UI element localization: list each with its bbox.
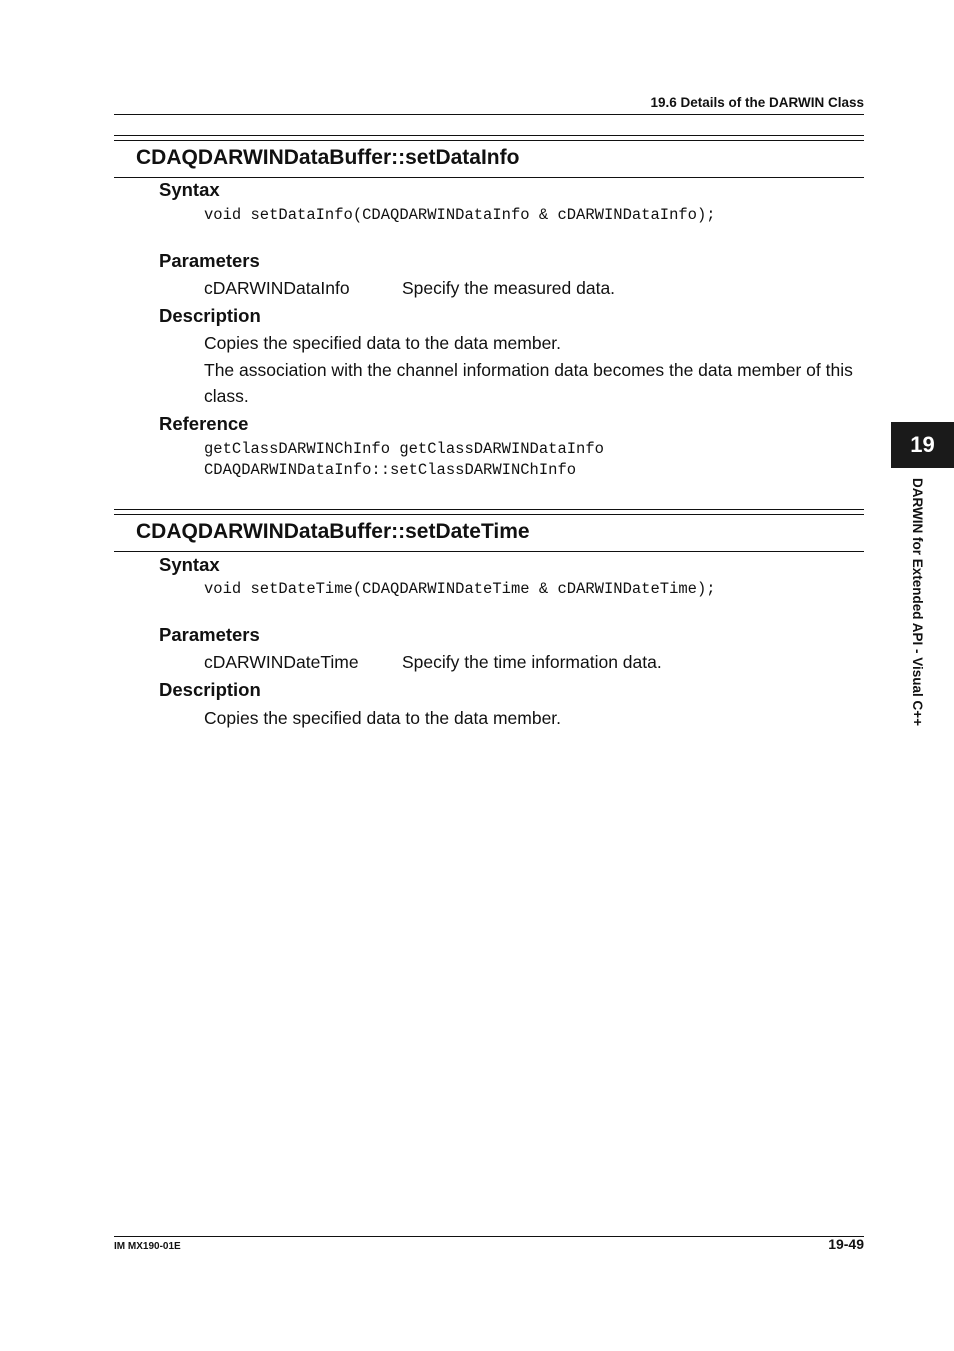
description-line: Copies the specified data to the data member. (204, 333, 562, 353)
description-heading: Description (159, 679, 261, 700)
section-title: CDAQDARWINDataBuffer::setDateTime (136, 520, 530, 543)
param-description: Specify the measured data. (402, 278, 616, 298)
param-description: Specify the time information data. (402, 652, 662, 672)
syntax-code: void setDateTime(CDAQDARWINDateTime & cDARWINDateTime); (204, 580, 716, 598)
section-rule-top-inner (114, 514, 864, 515)
section-title: CDAQDARWINDataBuffer::setDataInfo (136, 146, 520, 169)
syntax-heading: Syntax (159, 554, 220, 575)
reference-heading: Reference (159, 413, 249, 434)
reference-line: CDAQDARWINDataInfo::setClassDARWINChInfo (204, 461, 577, 479)
syntax-heading: Syntax (159, 179, 220, 200)
description-heading: Description (159, 305, 261, 326)
section-rule-top (114, 509, 864, 510)
page-number: 19-49 (828, 1236, 864, 1252)
description-line: class. (204, 386, 249, 406)
description-line: The association with the channel information data becomes the data member of this (204, 360, 853, 380)
chapter-side-label: DARWIN for Extended API - Visual C++ (910, 478, 925, 727)
chapter-tab: 19 (891, 422, 954, 468)
header-rule (114, 114, 864, 115)
section-rule-top (114, 135, 864, 136)
footer-rule (114, 1236, 864, 1237)
description-line: Copies the specified data to the data member. (204, 708, 562, 728)
running-head: 19.6 Details of the DARWIN Class (650, 95, 864, 110)
reference-line: getClassDARWINChInfo getClassDARWINDataInfo (204, 440, 604, 458)
param-name: cDARWINDateTime (204, 652, 359, 672)
parameters-heading: Parameters (159, 250, 260, 271)
section-title-underline (114, 177, 864, 178)
section-rule-top-inner (114, 140, 864, 141)
section-title-underline (114, 551, 864, 552)
param-name: cDARWINDataInfo (204, 278, 350, 298)
syntax-code: void setDataInfo(CDAQDARWINDataInfo & cDARWINDataInfo); (204, 206, 716, 224)
document-id: IM MX190-01E (114, 1241, 181, 1252)
parameters-heading: Parameters (159, 624, 260, 645)
